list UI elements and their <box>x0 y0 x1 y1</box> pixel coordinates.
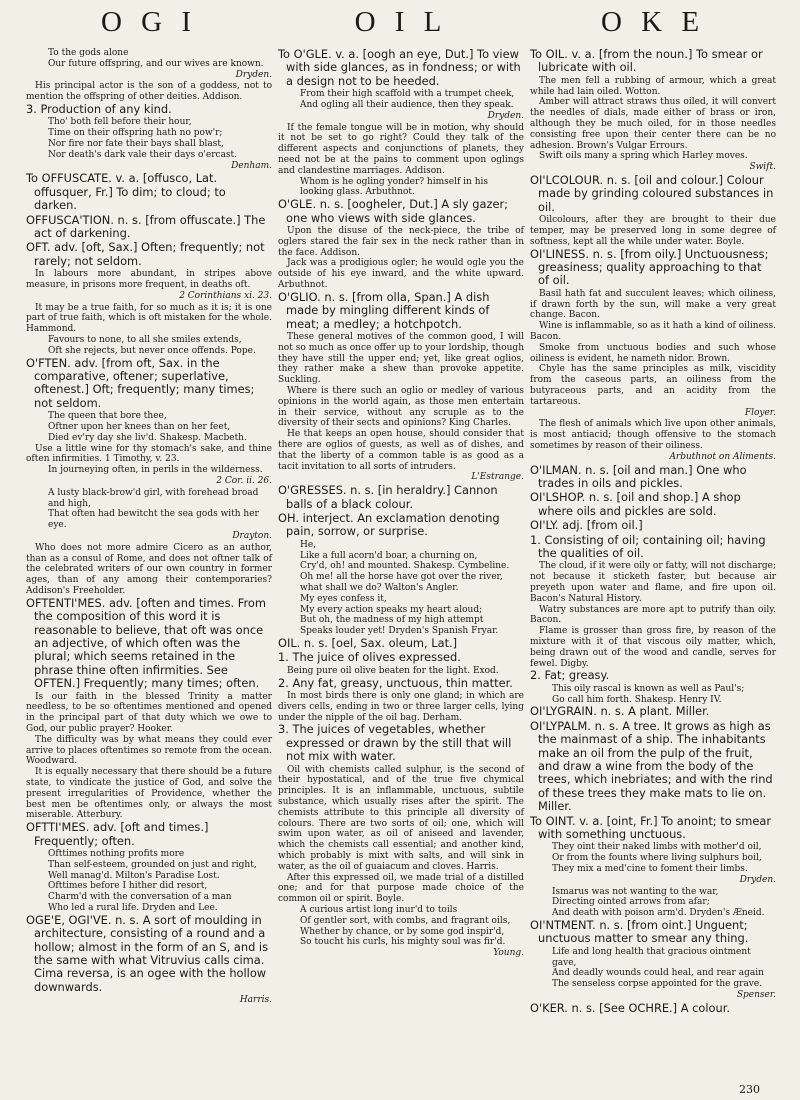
page-number: 230 <box>739 1083 760 1096</box>
quotation: And ogling all their audience, then they speak. <box>300 100 514 111</box>
quotation: Wine is inflammable, so as it hath a kind of oiliness. Bacon. <box>530 321 776 342</box>
columns <box>26 48 776 1016</box>
quotation: That often had bewitcht the sea gods with her eye. <box>48 509 259 531</box>
quotation: Like a full acorn'd boar, a churning on, <box>300 550 478 561</box>
dictionary-entry: OH. interject. An exclamation denoting pain, sorrow, or surprise. <box>278 510 500 539</box>
quotation: Ofttimes before I hither did resort, <box>48 881 208 892</box>
quotation: A curious artist long inur'd to toils <box>300 904 458 915</box>
quotation: Ismarus was not wanting to the war, <box>552 886 719 897</box>
quotation: The queen that bore thee, <box>48 411 167 422</box>
dictionary-entry: OI'LINESS. n. s. [from oily.] Unctuousness; greasiness; quality approaching to that of oil. <box>530 246 769 288</box>
dictionary-entry: O'GRESSES. n. s. [in heraldry.] Cannon balls of a black colour. <box>278 483 498 511</box>
column-3 <box>530 48 776 1016</box>
column-1 <box>26 48 272 1016</box>
quotation: Oil with chemists called sulphur, is the second of their hypostatical, and of the true five chymical principles. It is an inflammable, unctuous, subtile substance, which usually rises after the spirit. The chemists attribute to this principle all diversity of colours. There are two sorts of oil; one, which will swim upon water, as oil of aniseed and lavender, which the chemists call essential; and another kind, which probably is mixt with salts, and will sink in water, as the oil of guaiacum and cloves. Harris. <box>278 764 524 872</box>
citation-source: Swift. <box>749 162 776 173</box>
quotation: The cloud, if it were oily or fatty, will not discharge; not because it sticketh faster, but because air preyeth upon water and flame, and fire upon oil. Bacon's Natural History. <box>530 561 776 604</box>
quotation: It is equally necessary that there should be a future state, to vindicate the justice of God, and solve the present irregularities of Providence, whether the best men be oftentimes only, or always the most miserable. Atterbury. <box>26 767 272 821</box>
dictionary-entry: O'FTEN. adv. [from oft, Sax. in the comparative, oftener; superlative, oftenest.] Oft; frequently; many times; not seldom. <box>26 355 255 410</box>
dictionary-entry: O'GLE. n. s. [oogheler, Dut.] A sly gazer; one who views with side glances. <box>278 197 509 225</box>
dictionary-entry: 3. The juices of vegetables, whether expressed or drawn by the still that will not mix with water. <box>278 722 512 764</box>
quotation: Our future offspring, and our wives are known. <box>48 58 264 69</box>
quotation: Cry'd, oh! and mounted. Shakesp. Cymbeline. <box>300 561 510 572</box>
quotation: Watry substances are more apt to putrify than oily. Bacon. <box>530 604 776 626</box>
dictionary-entry: To OFFUSCATE. v. a. [offusco, Lat. offusquer, Fr.] To dim; to cloud; to darken. <box>26 171 226 213</box>
dictionary-entry: OI'LCOLOUR. n. s. [oil and colour.] Colour made by grinding coloured substances in oil. <box>530 172 774 214</box>
quotation: Nor death's dark vale their days o'ercast. <box>48 149 238 160</box>
quotation: Who led a rural life. Dryden and Lee. <box>48 902 218 913</box>
quotation: My eyes confess it, <box>300 593 387 604</box>
quotation: They mix a med'cine to foment their limbs. <box>552 864 748 875</box>
quotation: Where is there such an oglio or medley of various opinions in the world again, as those men entertain in their service, without any scruple as to the diversity of their sects and opinions? King Charles. <box>278 385 524 429</box>
quotation: In journeying often, in perils in the wilderness. <box>48 465 263 476</box>
citation-source: Dryden. <box>739 874 776 885</box>
dictionary-entry: OI'LYGRAIN. n. s. A plant. Miller. <box>530 704 710 719</box>
dictionary-entry: OFT. adv. [oft, Sax.] Often; frequently; not rarely; not seldom. <box>26 240 265 268</box>
dictionary-entry: OFTENTI'MES. adv. [often and times. From the composition of this word it is reasonable to believe, that oft was once an adjective, of which often was the plural; which seems retained in the phrase thine often infirmities. See OFTEN.] Frequently; many times; often. <box>26 595 266 691</box>
quotation: Tho' both fell before their hour, <box>48 117 192 128</box>
quotation: Oilcolours, after they are brought to their due temper, may be preserved long in some degree of softness, kept all the while under water. Boyle. <box>530 215 776 247</box>
quotation: It may be a true faith, for so much as it is; it is one part of true faith, which is oft mistaken for the whole. Hammond. <box>26 302 272 335</box>
quotation: Nor fire nor fate their bays shall blast, <box>48 138 224 149</box>
quotation: Life and long health that gracious ointment gave, <box>552 946 751 968</box>
citation-source: Spenser. <box>736 990 776 1001</box>
quotation: So toucht his curls, his mighty soul was fir'd. <box>300 937 506 948</box>
quotation: And death with poison arm'd. Dryden's Æneid. <box>552 908 765 919</box>
citation-source: Arbuthnot on Aliments. <box>669 451 776 462</box>
quotation: Who does not more admire Cicero as an author, than as a consul of Rome, and does not oftner talk of the celebrated writers of our own country in former ages, than of any among their contemporaries? Addison's Freeholder. <box>26 542 272 596</box>
quotation: In labours more abundant, in stripes above measure, in prisons more frequent, in deaths oft. <box>26 269 272 291</box>
dictionary-entry: OI'LY. adj. [from oil.] <box>530 518 643 533</box>
dictionary-entry: To OINT. v. a. [oint, Fr.] To anoint; to smear with something unctuous. <box>530 813 772 842</box>
dictionary-entry: 2. Any fat, greasy, unctuous, thin matter. <box>278 675 513 690</box>
quotation: From their high scaffold with a trumpet cheek, <box>300 89 515 100</box>
citation-source: Denham. <box>231 160 272 171</box>
quotation: Oh me! all the horse have got over the river, what shall we do? Walton's Angler. <box>300 572 503 593</box>
quotation: Directing ointed arrows from afar; <box>552 897 710 908</box>
citation-source: Floyer. <box>744 407 776 418</box>
quotation: To the gods alone <box>48 48 129 58</box>
quotation: Is our faith in the blessed Trinity a matter needless, to be so oftentimes mentioned and opened in the principal part of that duty which we owe to God, our public prayer? Hooker. <box>26 691 272 734</box>
quotation: He, <box>300 539 317 550</box>
citation-source: Dryden. <box>235 69 272 80</box>
quotation: Being pure oil olive beaten for the light. Exod. <box>287 665 499 676</box>
dictionary-entry: O'ILMAN. n. s. [oil and man.] One who trades in oils and pickles. <box>530 462 747 490</box>
quotation: Flame is grosser than gross fire, by reason of the mixture with it of that viscous oily matter, which, being drawn out of the wood and candle, serves for fewel. Digby. <box>530 626 776 669</box>
quotation: The men fell a rubbing of armour, which a great while had lain oiled. Wotton. <box>530 75 776 97</box>
dictionary-entry: 1. The juice of olives expressed. <box>278 650 461 665</box>
quotation: Speaks louder yet! Dryden's Spanish Fryar. <box>300 626 499 637</box>
quotation: Than self-esteem, grounded on just and right, <box>48 859 257 870</box>
dictionary-entry: OI'NTMENT. n. s. [from oint.] Unguent; unctuous matter to smear any thing. <box>530 918 749 946</box>
quotation: And deadly wounds could heal, and rear again <box>552 968 764 979</box>
dictionary-entry: OIL. n. s. [oel, Sax. oleum, Lat.] <box>278 635 458 650</box>
citation-source: Young. <box>493 948 524 959</box>
quotation: Go call him forth. Shakesp. Henry IV. <box>552 694 722 705</box>
dictionary-entry: 3. Production of any kind. <box>26 101 172 116</box>
quotation: Or from the founts where living sulphurs boil, <box>552 853 762 864</box>
quotation: Charm'd with the conversation of a man <box>48 892 232 903</box>
running-headers <box>26 6 776 48</box>
quotation: If the female tongue will be in motion, why should it not be set to go right? Could they talk of the different aspects and conjunctions of planets, they need not be at the pains to comment upon oglings and clandestine marriages. Addison. <box>278 122 524 176</box>
quotation: Amber will attract straws thus oiled, it will convert the needles of dials, made either of brass or iron, although they be much oiled, for in those needles consisting free upon their center there can be no adhesion. Brown's Vulgar Errours. <box>530 97 776 151</box>
quotation: Whether by chance, or by some god inspir'd, <box>300 926 505 937</box>
dictionary-entry: 2. Fat; greasy. <box>530 668 610 683</box>
citation-source: Dryden. <box>487 110 524 121</box>
quotation: Favours to none, to all she smiles extends, <box>48 335 242 345</box>
quotation: This oily rascal is known as well as Paul's; <box>552 683 745 694</box>
quotation: Of gentler sort, with combs, and fragrant oils, <box>300 915 511 926</box>
dictionary-entry: O'KER. n. s. [See OCHRE.] A colour. <box>530 1000 730 1015</box>
dictionary-entry: 1. Consisting of oil; containing oil; having the qualities of oil. <box>530 532 766 560</box>
quotation: After this expressed oil, we made trial of a distilled one; and for that purpose made choice of the common oil or spirit. Boyle. <box>278 872 524 905</box>
dictionary-entry: OFTTI'MES. adv. [oft and times.] Frequently; often. <box>26 820 209 848</box>
citation-source: L'Estrange. <box>471 472 524 483</box>
citation-source: Drayton. <box>232 530 272 541</box>
quotation: Died ev'ry day she liv'd. Shakesp. Macbeth. <box>48 432 247 443</box>
quotation: My every action speaks my heart aloud; <box>300 604 483 615</box>
quotation: They oint their naked limbs with mother'd oil, <box>552 842 762 853</box>
header-center: O I L <box>354 6 448 38</box>
quotation: Use a little wine for thy stomach's sake, and thine often infirmities. 1 Timothy, v. 23. <box>26 443 272 465</box>
dictionary-entry: OI'LYPALM. n. s. A tree. It grows as high as the mainmast of a ship. The inhabitants make an oil from the pulp of the fruit, and draw a wine from the body of the trees, which inebriates; and with the rind of these trees they make mats to lie on. Miller. <box>530 718 773 814</box>
column-2 <box>278 48 524 1016</box>
quotation: Upon the disuse of the neck-piece, the tribe of oglers stared the fair sex in the neck rather than in the face. Addison. <box>278 226 524 258</box>
dictionary-entry: O'GLIO. n. s. [from olla, Span.] A dish made by mingling different kinds of meat; a medley; a hotchpotch. <box>278 289 490 331</box>
quotation: Chyle has the same principles as milk, viscidity from the caseous parts, an oiliness from the butyraceous parts, and an acidity from the tartareous. <box>530 364 776 407</box>
quotation: Oft she rejects, but never once offends. Pope. <box>48 345 256 356</box>
citation-source: 2 Corinthians xi. 23. <box>179 290 272 301</box>
quotation: Swift oils many a spring which Harley moves. <box>539 151 748 162</box>
quotation: Basil hath fat and succulent leaves; which oiliness, if drawn forth by the sun, will make a very great change. Bacon. <box>530 288 776 321</box>
quotation: The flesh of animals which live upon other animals, is most antiacid; though offensive to the stomach sometimes by reason of their oiliness. <box>530 419 776 451</box>
quotation: His principal actor is the son of a goddess, not to mention the offspring of other deities. Addison. <box>26 81 272 103</box>
quotation: Well manag'd. Milton's Paradise Lost. <box>48 870 220 881</box>
quotation: Whom is he ogling yonder? himself in his looking glass. Arbuthnot. <box>300 176 488 198</box>
dictionary-entry: OGE'E, OGI'VE. n. s. A sort of moulding in architecture, consisting of a round and a hollow; almost in the form of an S, and is the same with what Vitruvius calls cima. Cima reversa, is an ogee with the hollow downwards. <box>26 912 269 994</box>
quotation: He that keeps an open house, should consider that there are oglios of guests, as well as of dishes, and that the liberty of a common table is as good as a tacit invitation to all sorts of intruders. <box>278 429 524 472</box>
header-left: O G I <box>100 6 198 38</box>
citation-source: 2 Cor. ii. 26. <box>216 476 272 486</box>
quotation: These general motives of the common good, I will not so much as once offer up to your lordship, though they have still the upper end; yet, like great oglios, they rather make a shew than provoke appetite. Suckling. <box>278 332 524 386</box>
quotation: A lusty black-brow'd girl, with forehead broad and high, <box>48 487 259 509</box>
header-right: O K E <box>600 6 706 38</box>
quotation: Smoke from unctuous bodies and such whose oiliness is evident, he nameth nidor. Brown. <box>530 342 776 364</box>
quotation: Jack was a prodigious ogler; he would ogle you the outside of his eye inward, and the white upward. Arbuthnot. <box>278 258 524 290</box>
quotation: Ofttimes nothing profits more <box>48 848 185 859</box>
dictionary-entry: OFFUSCA'TION. n. s. [from offuscate.] The act of darkening. <box>26 212 266 240</box>
dictionary-entry: To O'GLE. v. a. [oogh an eye, Dut.] To view with side glances, as in fondness; or with a design not to be heeded. <box>278 47 521 88</box>
dictionary-entry: To OIL. v. a. [from the noun.] To smear or lubricate with oil. <box>530 47 763 75</box>
quotation: The difficulty was by what means they could ever arrive to places oftentimes so remote from the ocean. Woodward. <box>26 734 272 767</box>
quotation: In most birds there is only one gland; in which are divers cells, ending in two or three larger cells, lying under the nipple of the oil bag. Derham. <box>278 690 524 723</box>
quotation: The senseless corpse appointed for the grave. <box>552 979 763 990</box>
quotation: Time on their offspring hath no pow'r; <box>48 128 223 139</box>
quotation: But oh, the madness of my high attempt <box>300 615 484 626</box>
dictionary-entry: OI'LSHOP. n. s. [oil and shop.] A shop where oils and pickles are sold. <box>530 490 741 518</box>
quotation: Oftner upon her knees than on her feet, <box>48 422 231 433</box>
citation-source: Harris. <box>239 995 272 1006</box>
